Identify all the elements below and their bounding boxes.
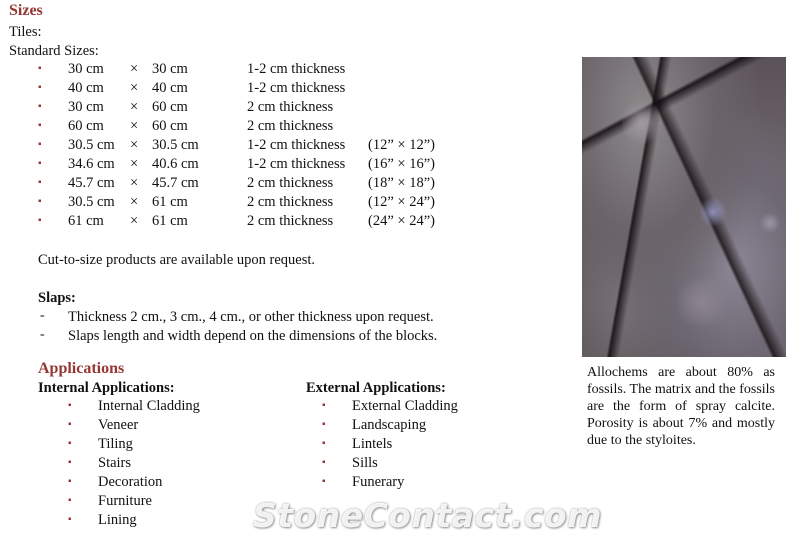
size-width: 60 cm bbox=[68, 118, 104, 134]
slaps-dash: - bbox=[40, 308, 45, 323]
limestone-photo bbox=[582, 57, 786, 357]
application-label: Furniture bbox=[98, 493, 152, 509]
size-height: 60 cm bbox=[152, 99, 188, 115]
size-width: 40 cm bbox=[68, 80, 104, 96]
bullet-icon: ▪ bbox=[322, 400, 326, 411]
internal-applications-title: Internal Applications: bbox=[38, 380, 175, 396]
size-thickness: 2 cm thickness bbox=[247, 194, 334, 210]
size-thickness: 1-2 cm thickness bbox=[247, 156, 346, 172]
cut-to-size-note: Cut-to-size products are available upon request. bbox=[38, 252, 316, 268]
size-times: × bbox=[130, 156, 139, 172]
bullet-icon: ▪ bbox=[68, 400, 72, 411]
bullet-icon: ▪ bbox=[68, 476, 72, 487]
size-height: 45.7 cm bbox=[152, 175, 199, 191]
size-height: 30.5 cm bbox=[152, 137, 199, 153]
size-times: × bbox=[130, 137, 139, 153]
size-width: 30 cm bbox=[68, 99, 104, 115]
size-times: × bbox=[130, 61, 139, 77]
size-width: 30.5 cm bbox=[68, 194, 115, 210]
bullet-icon: ▪ bbox=[322, 438, 326, 449]
size-width: 34.6 cm bbox=[68, 156, 115, 172]
size-inches: (16” × 16”) bbox=[368, 156, 435, 172]
size-width: 30 cm bbox=[68, 61, 104, 77]
size-times: × bbox=[130, 80, 139, 96]
size-times: × bbox=[130, 99, 139, 115]
bullet-icon: ▪ bbox=[68, 438, 72, 449]
bullet-icon: ▪ bbox=[38, 101, 42, 112]
slaps-dash: - bbox=[40, 327, 45, 342]
slaps-item: Thickness 2 cm., 3 cm., 4 cm., or other thickness upon request. bbox=[68, 309, 434, 325]
size-height: 40.6 cm bbox=[152, 156, 199, 172]
size-times: × bbox=[130, 194, 139, 210]
bullet-icon: ▪ bbox=[38, 215, 42, 226]
size-times: × bbox=[130, 213, 139, 229]
size-thickness: 2 cm thickness bbox=[247, 175, 334, 191]
standard-sizes-label: Standard Sizes: bbox=[9, 43, 99, 59]
photo-caption: Allochems are about 80% as fossils. The matrix and the fossils are the form of spray calcite. Porosity is about 7% and mostly due to the styloites. bbox=[587, 365, 775, 448]
size-thickness: 2 cm thickness bbox=[247, 99, 334, 115]
watermark: StoneContact.com bbox=[253, 496, 603, 535]
bullet-icon: ▪ bbox=[38, 82, 42, 93]
size-height: 40 cm bbox=[152, 80, 188, 96]
bullet-icon: ▪ bbox=[38, 63, 42, 74]
bullet-icon: ▪ bbox=[38, 139, 42, 150]
bullet-icon: ▪ bbox=[322, 419, 326, 430]
size-height: 30 cm bbox=[152, 61, 188, 77]
size-times: × bbox=[130, 118, 139, 134]
bullet-icon: ▪ bbox=[322, 476, 326, 487]
size-height: 61 cm bbox=[152, 194, 188, 210]
size-height: 61 cm bbox=[152, 213, 188, 229]
slaps-label: Slaps: bbox=[38, 290, 76, 306]
bullet-icon: ▪ bbox=[68, 495, 72, 506]
sizes-heading: Sizes bbox=[9, 2, 43, 19]
bullet-icon: ▪ bbox=[68, 457, 72, 468]
size-inches: (18” × 18”) bbox=[368, 175, 435, 191]
applications-heading: Applications bbox=[38, 360, 125, 377]
size-width: 61 cm bbox=[68, 213, 104, 229]
bullet-icon: ▪ bbox=[68, 419, 72, 430]
application-label: Lining bbox=[98, 512, 137, 528]
bullet-icon: ▪ bbox=[38, 120, 42, 131]
bullet-icon: ▪ bbox=[38, 196, 42, 207]
size-width: 45.7 cm bbox=[68, 175, 115, 191]
size-inches: (24” × 24”) bbox=[368, 213, 435, 229]
application-label: Stairs bbox=[98, 455, 132, 471]
tiles-label: Tiles: bbox=[9, 24, 42, 40]
size-thickness: 1-2 cm thickness bbox=[247, 137, 346, 153]
bullet-icon: ▪ bbox=[38, 177, 42, 188]
size-thickness: 1-2 cm thickness bbox=[247, 61, 346, 77]
application-label: Internal Cladding bbox=[98, 398, 200, 414]
size-thickness: 1-2 cm thickness bbox=[247, 80, 346, 96]
external-applications-title: External Applications: bbox=[306, 380, 446, 396]
application-label: Veneer bbox=[98, 417, 139, 433]
size-thickness: 2 cm thickness bbox=[247, 213, 334, 229]
application-label: Funerary bbox=[352, 474, 405, 490]
application-label: Decoration bbox=[98, 474, 163, 490]
bullet-icon: ▪ bbox=[322, 457, 326, 468]
application-label: Sills bbox=[352, 455, 378, 471]
size-height: 60 cm bbox=[152, 118, 188, 134]
size-width: 30.5 cm bbox=[68, 137, 115, 153]
bullet-icon: ▪ bbox=[68, 514, 72, 525]
application-label: Landscaping bbox=[352, 417, 427, 433]
size-times: × bbox=[130, 175, 139, 191]
slaps-item: Slaps length and width depend on the dimensions of the blocks. bbox=[68, 328, 438, 344]
application-label: External Cladding bbox=[352, 398, 458, 414]
size-inches: (12” × 12”) bbox=[368, 137, 435, 153]
size-inches: (12” × 24”) bbox=[368, 194, 435, 210]
application-label: Lintels bbox=[352, 436, 393, 452]
bullet-icon: ▪ bbox=[38, 158, 42, 169]
size-thickness: 2 cm thickness bbox=[247, 118, 334, 134]
application-label: Tiling bbox=[98, 436, 133, 452]
